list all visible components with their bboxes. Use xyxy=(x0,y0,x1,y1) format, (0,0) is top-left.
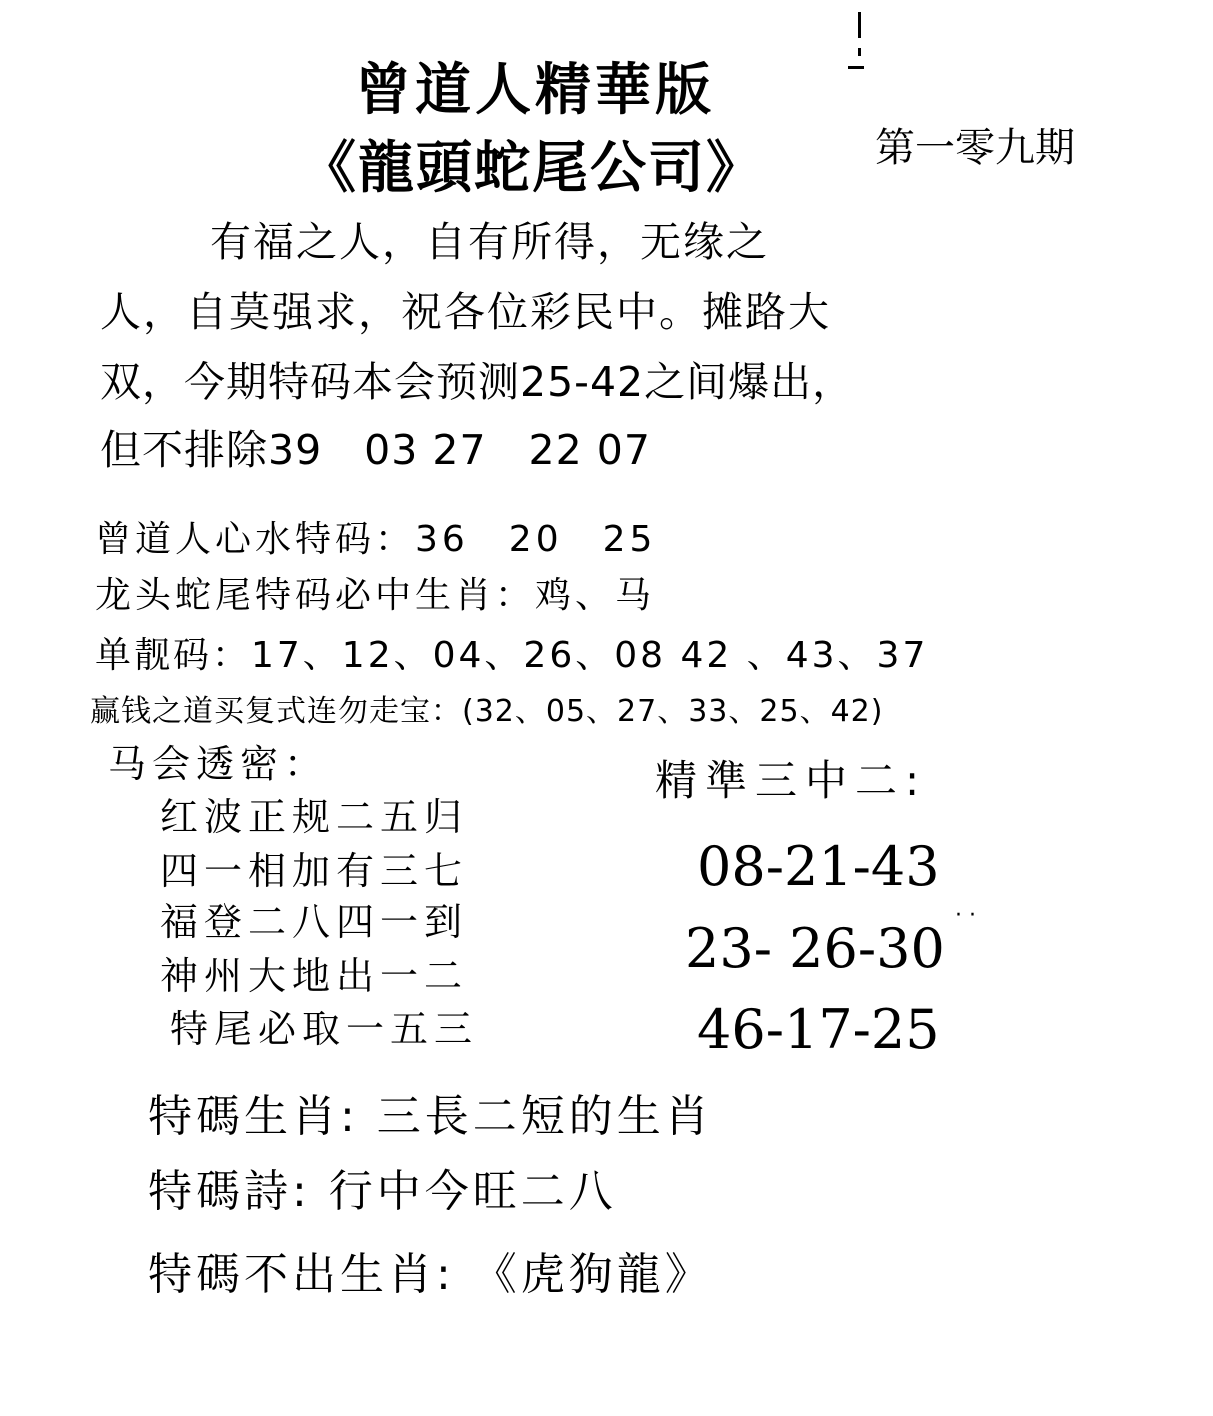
poem-line: 福登二八四一到 xyxy=(160,900,469,944)
poem-line: 神州大地出一二 xyxy=(160,954,469,998)
scan-mark xyxy=(858,48,861,56)
intro-line-1: 有福之人，自有所得，无缘之 xyxy=(210,218,769,266)
intro-line-3: 双，今期特码本会预测25-42之间爆出， xyxy=(100,358,855,406)
tip-line-3: 单靓码：17、12、04、26、08 42 、43、37 xyxy=(95,635,929,676)
scan-mark xyxy=(848,66,864,69)
intro-line-4: 但不排除39 03 27 22 07 xyxy=(100,426,651,474)
pick-set: 08-21-43 xyxy=(697,835,940,898)
pick-set: 46-17-25 xyxy=(697,998,940,1061)
tip-line-1: 曾道人心水特码：36 20 25 xyxy=(95,519,657,560)
scan-dots: · · xyxy=(955,903,976,928)
footer-line-2: 特碼詩: 行中今旺二八 xyxy=(148,1166,617,1217)
footer-line-1: 特碼生肖: 三長二短的生肖 xyxy=(148,1091,713,1142)
company-title: 《龍頭蛇尾公司》 xyxy=(300,135,764,201)
picks-heading: 精準三中二: xyxy=(655,756,928,805)
poem-line: 四一相加有三七 xyxy=(160,849,469,893)
poem-line: 特尾必取一五三 xyxy=(170,1007,479,1051)
document-title: 曾道人精華版 xyxy=(355,57,715,123)
scan-mark xyxy=(858,12,861,38)
pick-set: 23- 26-30 xyxy=(685,917,945,980)
issue-number: 第一零九期 xyxy=(875,125,1075,171)
poem-line: 红波正规二五归 xyxy=(160,795,469,839)
tip-line-2: 龙头蛇尾特码必中生肖：鸡、马 xyxy=(95,575,656,616)
footer-line-3: 特碼不出生肖: 《虎狗龍》 xyxy=(148,1249,713,1300)
poem-heading: 马会透密： xyxy=(108,742,329,786)
intro-line-2: 人，自莫强求，祝各位彩民中。摊路大 xyxy=(100,288,831,336)
tip-line-4: 赢钱之道买复式连勿走宝：(32、05、27、33、25、42) xyxy=(90,694,884,729)
